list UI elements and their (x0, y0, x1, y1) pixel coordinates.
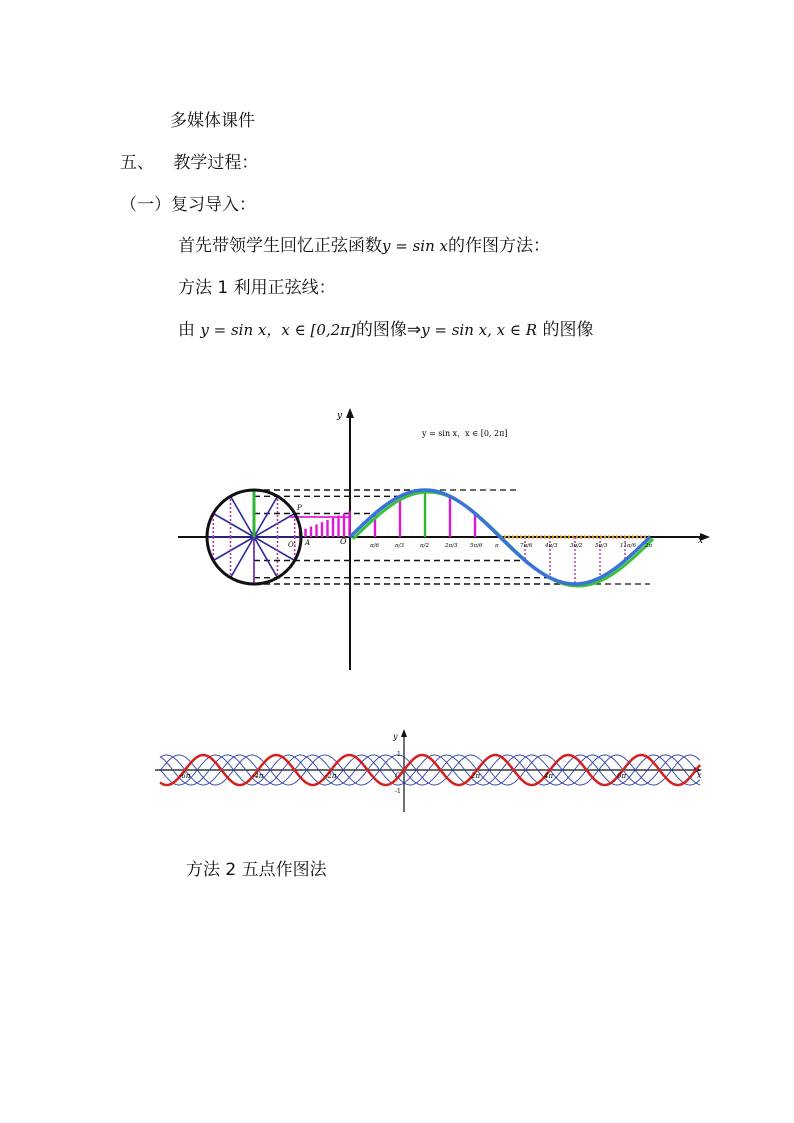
from-formula-real: y = sin x, x ∈ R (421, 321, 538, 339)
center-o1-label: O₁ (288, 541, 297, 549)
x-tick-label: 3π/2 (570, 543, 583, 549)
x-tick-label: -4π (252, 772, 264, 780)
x-tick-label: 5π/6 (470, 543, 483, 549)
media-text: 多媒体课件 (170, 111, 255, 131)
x-axis-label: x (697, 771, 702, 780)
x-tick-label: -6π (179, 772, 191, 780)
media-line (170, 106, 255, 131)
intro-text-a: 首先带领学生回忆正弦函数 (178, 236, 382, 256)
method-one-text: 方法 1 利用正弦线： (178, 278, 336, 298)
x-tick-label: 2π/3 (445, 543, 458, 549)
subsection-review-text: （一）复习导入： (120, 195, 256, 215)
x-tick-label: -2π (325, 772, 337, 780)
from-interval-paragraph (178, 315, 593, 340)
x-tick-label: 7π/6 (520, 543, 533, 549)
from-formula-interval: y = sin x，x ∈ [0,2π] (200, 321, 356, 339)
x-tick-label: 5π/3 (595, 543, 608, 549)
method-one-heading (178, 273, 336, 298)
intro-paragraph (178, 231, 550, 256)
point-p-label: P (297, 504, 302, 512)
method-two-text: 方法 2 五点作图法 (186, 860, 327, 880)
x-tick-label: 2π (471, 772, 481, 780)
section-five-heading (120, 148, 258, 173)
sine-over-reals-figure (150, 722, 710, 817)
figure-caption: y = sin x，x ∈ [0, 2π] (422, 429, 508, 438)
x-tick-label: π (495, 543, 499, 549)
x-tick-label: π/2 (420, 543, 429, 549)
from-end-text: 的图像 (542, 320, 594, 340)
origin-label: O (395, 772, 401, 780)
y-axis-label: y (393, 732, 398, 741)
neg-one-label: -1 (395, 788, 401, 795)
subsection-review-heading (120, 190, 256, 215)
x-tick-label: 6π (617, 772, 627, 780)
one-label: 1 (397, 751, 401, 758)
from-label: 由 (178, 320, 195, 340)
x-tick-label: 4π/3 (545, 543, 558, 549)
intro-text-b: 的作图方法： (447, 236, 550, 256)
section-five-number: 五、 (120, 153, 154, 173)
x-tick-label: 2π (645, 543, 653, 549)
x-tick-label: π/6 (370, 543, 379, 549)
x-tick-label: 4π (544, 772, 554, 780)
y-axis-arrow (401, 729, 407, 737)
intro-formula: y = sin x (382, 237, 448, 255)
x-tick-label: 11π/6 (620, 543, 636, 549)
method-two-heading (186, 855, 327, 880)
x-tick-label: π/3 (395, 543, 404, 549)
origin-label: O (340, 537, 347, 546)
section-five-title: 教学过程： (173, 153, 259, 173)
x-axis-label: x (698, 536, 704, 546)
y-axis-arrow (346, 408, 354, 418)
y-axis-label: y (337, 411, 343, 421)
point-a-label: A (305, 539, 311, 547)
sine-line-construction-figure (170, 405, 740, 675)
from-middle-text: 的图像⇒ (355, 320, 422, 340)
